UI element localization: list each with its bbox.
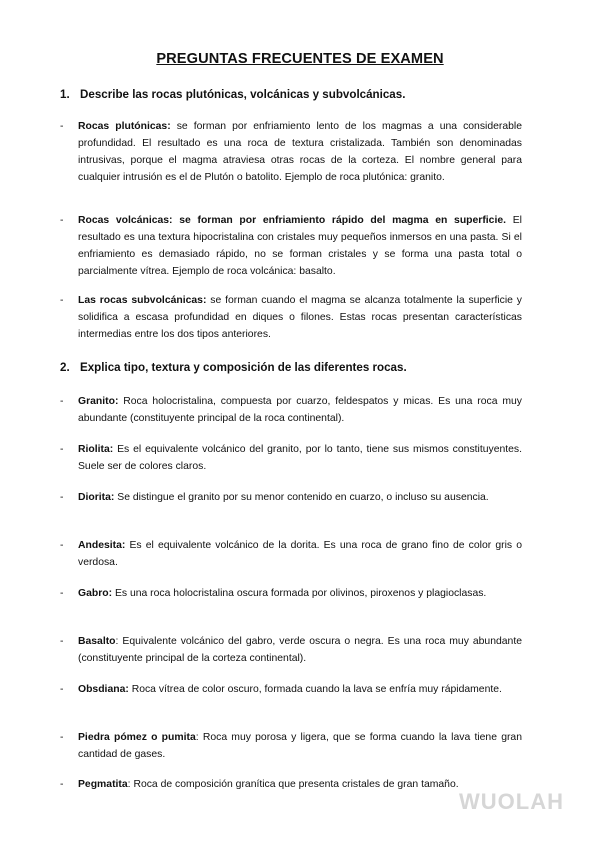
bullet-dash: - bbox=[60, 732, 64, 743]
list-item-diorita bbox=[60, 489, 522, 506]
term: Basalto bbox=[78, 636, 116, 647]
bullet-dash: - bbox=[60, 444, 64, 455]
list-item-granito bbox=[60, 393, 522, 427]
list-item-pegmatita bbox=[60, 776, 522, 793]
page-title: PREGUNTAS FRECUENTES DE EXAMEN bbox=[156, 51, 444, 67]
definition: Es el equivalente volcánico del granito, por lo tanto, tiene sus mismos constituyentes. Suele ser de colores claros. bbox=[78, 444, 522, 473]
bullet-dash: - bbox=[60, 779, 64, 790]
list-item-gabro bbox=[60, 585, 522, 602]
definition: se forman por enfriamiento lento de los magmas a una considerable profundidad. El resultado es una roca de textura cristalizada. También son denominadas intrusivas, porque el magma atraviesa otras rocas de la corteza. El nombre general para cualquier intrusión es el de Plutón o batolito. Ejemplo de roca plutónica: granito. bbox=[78, 121, 523, 184]
bullet-dash: - bbox=[60, 540, 64, 551]
term: Gabro: bbox=[78, 588, 113, 599]
definition: Es una roca holocristalina oscura formada por olivinos, piroxenos y plagioclasas. bbox=[112, 588, 487, 599]
watermark-logo: WUOLAH bbox=[459, 789, 564, 814]
list-item-andesita bbox=[60, 537, 522, 571]
question-2-text: Explica tipo, textura y composición de las diferentes rocas. bbox=[80, 361, 407, 374]
definition: : Roca de composición granítica que presenta cristales de gran tamaño. bbox=[127, 779, 459, 790]
term: Diorita: bbox=[78, 492, 115, 503]
list-item-rocas-plutonicas bbox=[60, 118, 522, 186]
term: Piedra pómez o pumita bbox=[78, 732, 196, 743]
bullet-dash: - bbox=[60, 295, 64, 306]
bullet-dash: - bbox=[60, 121, 64, 132]
bullet-dash: - bbox=[60, 215, 64, 226]
list-item-basalto bbox=[60, 633, 522, 667]
term: Riolita: bbox=[78, 444, 114, 455]
question-1-text: Describe las rocas plutónicas, volcánicas y subvolcánicas. bbox=[80, 88, 406, 101]
question-1-number: 1. bbox=[60, 88, 70, 101]
term: Andesita: bbox=[78, 540, 126, 551]
list-item-rocas-volcanicas bbox=[60, 212, 522, 280]
term: Rocas volcánicas: se forman por enfriamiento rápido del magma en superficie. bbox=[78, 215, 507, 226]
definition: Roca vítrea de color oscuro, formada cuando la lava se enfría muy rápidamente. bbox=[128, 684, 502, 695]
list-item-rocas-subvolcanicas bbox=[60, 292, 522, 343]
definition: : Roca muy porosa y ligera, que se forma cuando la lava tiene gran cantidad de gases. bbox=[78, 732, 522, 761]
list-item-riolita bbox=[60, 441, 522, 475]
definition: El resultado es una textura hipocristalina con cristales muy pequeños inmersos en una pasta. Si el enfriamiento es demasiado rápido, no se forman cristales y se forma una pasta total o parcialmente vítrea. Ejemplo de roca volcánica: basalto. bbox=[78, 215, 522, 278]
question-1 bbox=[60, 88, 405, 101]
definition: : Equivalente volcánico del gabro, verde oscura o negra. Es una roca muy abundante (constituyente principal de la corteza continental). bbox=[78, 636, 522, 665]
bullet-dash: - bbox=[60, 492, 64, 503]
term: Pegmatita bbox=[78, 779, 128, 790]
term: Las rocas subvolcánicas: bbox=[78, 295, 207, 306]
list-item-piedra-pomez bbox=[60, 729, 522, 763]
question-2-number: 2. bbox=[60, 361, 70, 374]
bullet-dash: - bbox=[60, 636, 64, 647]
list-item-obsdiana bbox=[60, 681, 522, 698]
term: Obsdiana: bbox=[78, 684, 129, 695]
definition: Se distingue el granito por su menor contenido en cuarzo, o incluso su ausencia. bbox=[114, 492, 489, 503]
definition: Roca holocristalina, compuesta por cuarzo, feldespatos y micas. Es una roca muy abundante (constituyente principal de la roca continental). bbox=[78, 396, 522, 425]
definition: Es el equivalente volcánico de la dorita. Es una roca de grano fino de color gris o verdosa. bbox=[78, 540, 522, 569]
bullet-dash: - bbox=[60, 396, 64, 407]
definition: se forman cuando el magma se alcanza totalmente la superficie y solidifica a escasa profundidad en diques o filones. Estas rocas presentan características intermedias entre los dos tipos anteriores. bbox=[78, 295, 523, 341]
bullet-dash: - bbox=[60, 588, 64, 599]
bullet-dash: - bbox=[60, 684, 64, 695]
term: Rocas plutónicas: bbox=[78, 121, 171, 132]
question-2 bbox=[60, 361, 407, 374]
term: Granito: bbox=[78, 396, 119, 407]
